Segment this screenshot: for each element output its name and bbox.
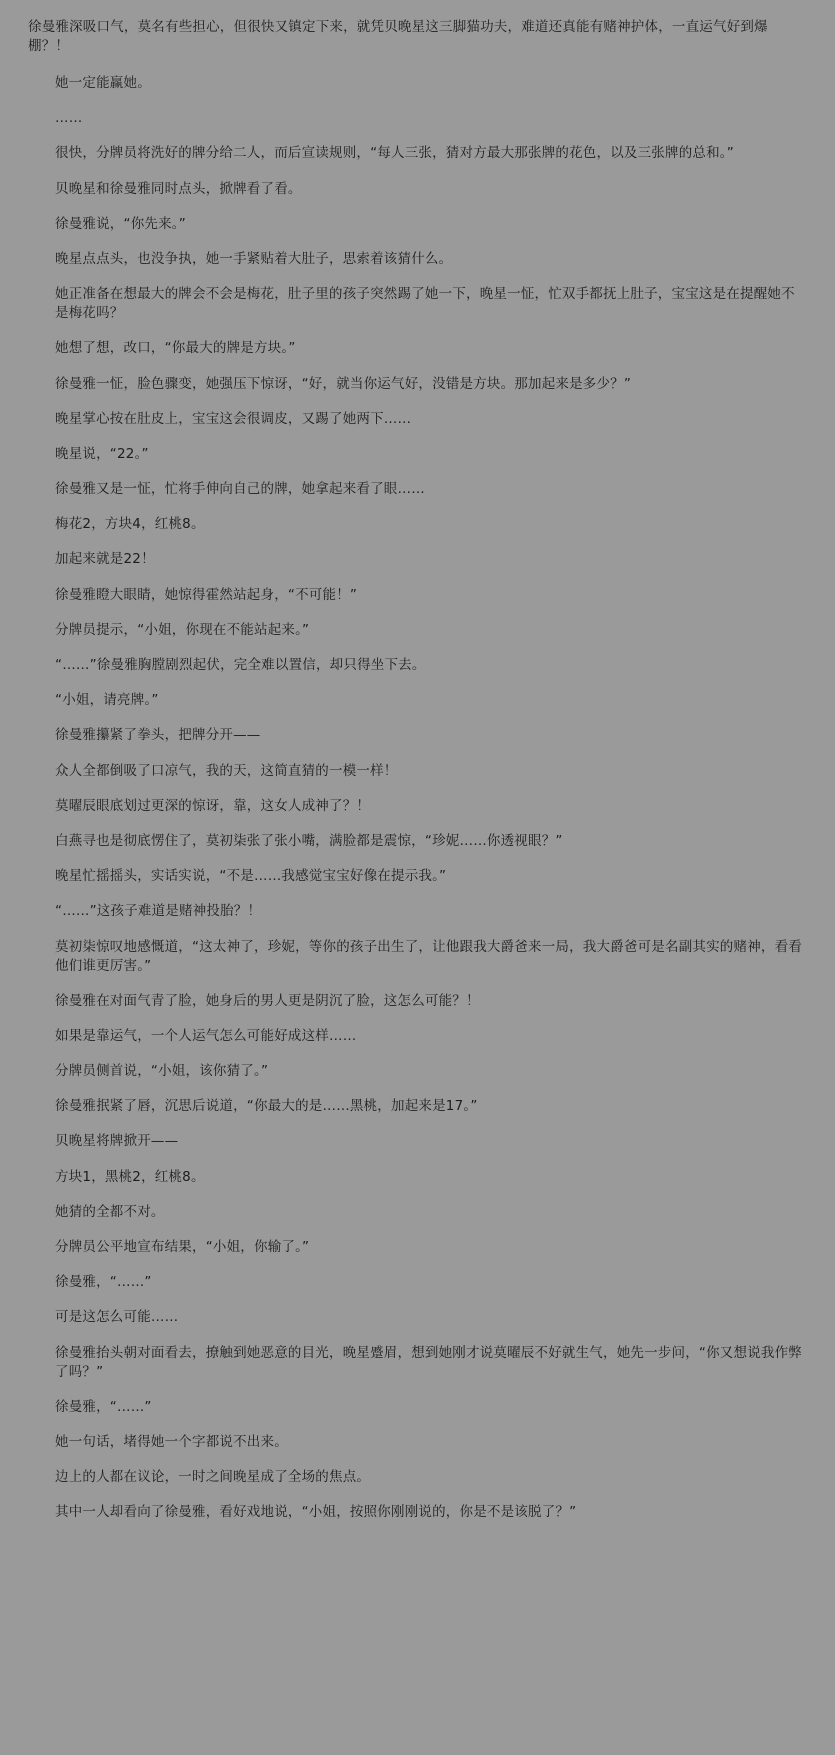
paragraph: 徐曼雅，“……”	[55, 1274, 152, 1291]
paragraph: 晚星忙摇摇头，实话实说，“不是……我感觉宝宝好像在提示我。”	[55, 868, 447, 885]
paragraph: 徐曼雅又是一怔，忙将手伸向自己的牌，她拿起来看了眼……	[55, 481, 425, 498]
paragraph: 徐曼雅深吸口气，莫名有些担心，但很快又镇定下来，就凭贝晚星这三脚猫功夫，难道还真能有赌神护体，一直运气好到爆棚？！	[28, 19, 768, 54]
paragraph: 徐曼雅瞪大眼睛，她惊得霍然站起身，“不可能！”	[55, 586, 358, 603]
paragraph: 众人全都倒吸了口凉气，我的天，这简直猜的一模一样！	[55, 762, 398, 779]
paragraph: 莫初柒惊叹地感慨道，“这太神了，珍妮，等你的孩子出生了，让他跟我大爵爸来一局，我大爵爸可是名副其实的赌神，看看他们谁更厉害。”	[55, 938, 802, 974]
paragraph: 分牌员提示，“小姐，你现在不能站起来。”	[55, 621, 310, 638]
paragraph: 加起来就是22！	[55, 551, 155, 568]
paragraph: 她正准备在想最大的牌会不会是梅花，肚子里的孩子突然踢了她一下，晚星一怔，忙双手都抚上肚子，宝宝这是在提醒她不是梅花吗？	[55, 286, 795, 322]
paragraph: 晚星点点头，也没争执，她一手紧贴着大肚子，思索着该猜什么。	[55, 250, 453, 267]
paragraph: 其中一人却看向了徐曼雅，看好戏地说，“小姐，按照你刚刚说的，你是不是该脱了？”	[55, 1504, 577, 1521]
paragraph: 徐曼雅攥紧了拳头，把牌分开——	[55, 727, 261, 744]
paragraph-container	[28, 18, 807, 1522]
paragraph: “小姐，请亮牌。”	[55, 692, 159, 709]
paragraph: 她想了想，改口，“你最大的牌是方块。”	[55, 340, 296, 357]
paragraph: 徐曼雅，“……”	[55, 1398, 152, 1415]
paragraph: 她一定能赢她。	[55, 75, 151, 91]
paragraph: “……”这孩子难道是赌神投胎？！	[55, 903, 262, 920]
paragraph: 徐曼雅抬头朝对面看去，撩触到她恶意的目光，晚星蹙眉，想到她刚才说莫曜辰不好就生气，她先一步问，“你又想说我作弊了吗？”	[55, 1344, 802, 1380]
paragraph: 贝晚星和徐曼雅同时点头，掀牌看了看。	[55, 180, 302, 197]
paragraph: 很快，分牌员将洗好的牌分给二人，而后宣读规则，“每人三张，猜对方最大那张牌的花色，以及三张牌的总和。”	[55, 145, 734, 162]
paragraph: 梅花2，方块4，红桃8。	[55, 516, 205, 533]
paragraph: 如果是靠运气，一个人运气怎么可能好成这样……	[55, 1027, 357, 1044]
paragraph: 方块1，黑桃2，红桃8。	[55, 1168, 205, 1185]
paragraph: 晚星说，“22。”	[55, 445, 149, 462]
paragraph: 莫曜辰眼底划过更深的惊讶，靠，这女人成神了？！	[55, 797, 371, 814]
paragraph: 徐曼雅一怔，脸色骤变，她强压下惊讶，“好，就当你运气好，没错是方块。那加起来是多少？”	[55, 375, 632, 392]
paragraph: 边上的人都在议论，一时之间晚星成了全场的焦点。	[55, 1469, 371, 1486]
paragraph: 她猜的全都不对。	[55, 1203, 165, 1220]
paragraph: “……”徐曼雅胸膛剧烈起伏，完全难以置信，却只得坐下去。	[55, 657, 426, 673]
paragraph: ……	[55, 110, 83, 127]
paragraph: 晚星掌心按在肚皮上，宝宝这会很调皮，又踢了她两下……	[55, 410, 412, 427]
paragraph: 徐曼雅说，“你先来。”	[55, 215, 186, 232]
paragraph: 可是这怎么可能……	[55, 1309, 179, 1326]
paragraph: 徐曼雅在对面气青了脸，她身后的男人更是阴沉了脸，这怎么可能？！	[55, 992, 480, 1009]
paragraph: 白燕寻也是彻底愣住了，莫初柒张了张小嘴，满脸都是震惊，“珍妮……你透视眼？”	[55, 832, 563, 849]
paragraph: 贝晚星将牌掀开——	[55, 1133, 179, 1150]
paragraph: 她一句话，堵得她一个字都说不出来。	[55, 1433, 288, 1450]
paragraph: 分牌员侧首说，“小姐，该你猜了。”	[55, 1063, 269, 1080]
paragraph: 徐曼雅抿紧了唇，沉思后说道，“你最大的是……黑桃，加起来是17。”	[55, 1098, 478, 1115]
paragraph: 分牌员公平地宣布结果，“小姐，你输了。”	[55, 1239, 310, 1255]
